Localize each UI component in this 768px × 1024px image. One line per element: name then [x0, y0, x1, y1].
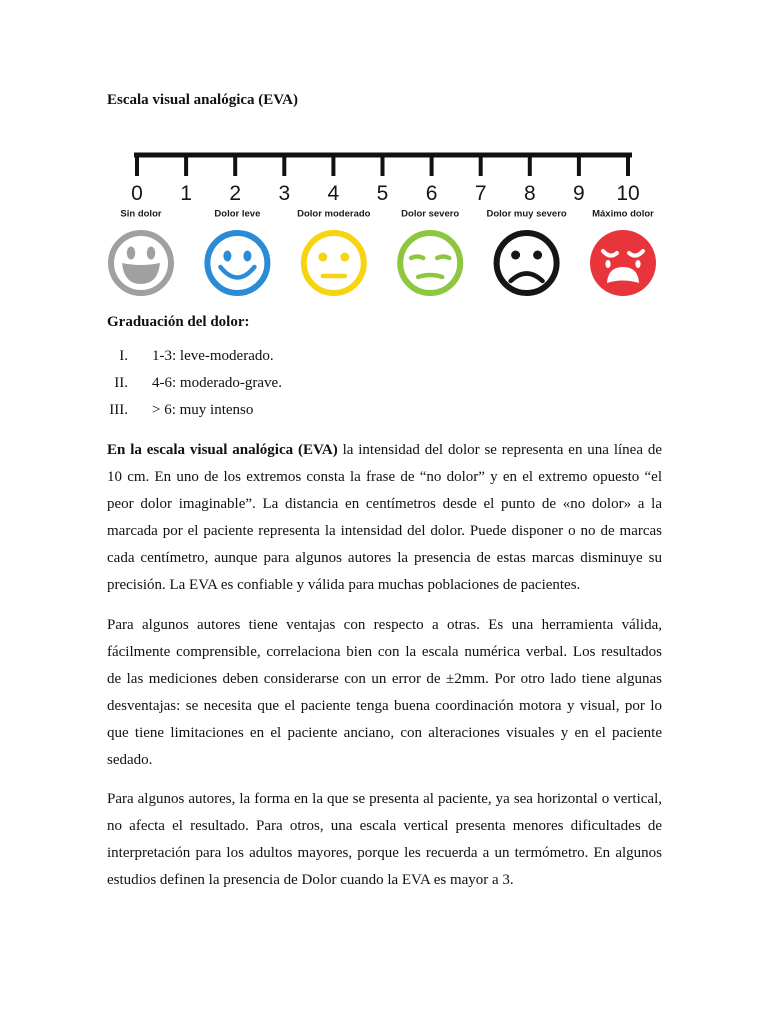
scale-tick	[184, 155, 188, 176]
eva-pain-scale	[0, 140, 768, 305]
scale-tick	[479, 155, 483, 176]
scale-number: 1	[180, 182, 192, 205]
scale-number: 7	[474, 182, 487, 205]
list-item-text: 4-6: moderado-grave.	[152, 375, 282, 391]
face-outline	[304, 233, 364, 293]
face-eye	[147, 247, 155, 260]
face-label: Dolor muy severo	[486, 208, 567, 220]
paragraph-line: de las mediciones deben considerarse con un error de ±2mm. Por otro lado tiene algunas	[107, 671, 662, 687]
face-label: Dolor moderado	[297, 208, 371, 220]
scale-number: 9	[573, 182, 585, 205]
paragraph-line: Para algunos autores, la forma en la que se presenta al paciente, ya sea horizontal o vertical,	[107, 791, 662, 807]
face-eye	[511, 251, 520, 260]
paragraph-line: precisión. La EVA es confiable y válida para muchas poblaciones de pacientes.	[107, 577, 581, 593]
paragraph-line: sedado.	[107, 752, 153, 768]
paragraph-line: estudios definen la presencia de Dolor cuando la EVA es mayor a 3.	[107, 872, 514, 888]
list-item	[0, 370, 768, 397]
face-tear	[635, 260, 640, 268]
scale-number: 6	[425, 182, 438, 205]
face-eye	[318, 253, 327, 262]
face-tear	[605, 260, 610, 268]
grading-list	[0, 343, 768, 424]
paragraph-line: que tiene limitaciones en el paciente anciano, con alteraciones visuales y en el paciente	[107, 725, 662, 741]
face-outline	[590, 230, 656, 296]
scale-tick	[331, 155, 335, 176]
face-outline	[207, 233, 267, 293]
paragraph-line: desventajas: se necesita que el paciente tenga buena coordinación motora y visual, por lo	[107, 698, 662, 714]
list-numeral: II.	[114, 375, 128, 391]
scale-tick	[430, 155, 434, 176]
scale-number: 0	[131, 182, 143, 205]
face-label: Dolor leve	[214, 208, 261, 220]
paragraph-line: interpretación para los adultos mayores, porque les recuerda a un termómetro. En algunos	[107, 845, 662, 861]
grading-heading: Graduación del dolor:	[107, 314, 250, 330]
paragraph-line-text: la intensidad del dolor se representa en una línea de	[342, 442, 662, 458]
smiling-face-icon	[207, 233, 267, 293]
paragraph-advantages	[107, 612, 662, 774]
paragraph-line: Para algunos autores tiene ventajas con respecto a otras. Es una herramienta válida,	[107, 617, 662, 633]
laughing-face-icon	[111, 233, 171, 293]
paragraph-line: 10 cm. En uno de los extremos consta la frase de “no dolor” y en el extremo opuesto “el	[107, 469, 662, 485]
face-label: Dolor severo	[401, 208, 460, 220]
scale-tick	[381, 155, 385, 176]
list-numeral: III.	[109, 402, 128, 418]
face-outline	[497, 233, 557, 293]
list-item	[0, 397, 768, 424]
paragraph-line: peor dolor imaginable”. La distancia en centímetros desde el punto de «no dolor» a la	[107, 496, 662, 512]
paragraph-line: marcada por el paciente representa la intensidad del dolor. Puede disponer o no de marcas	[107, 523, 662, 539]
bold-lead: En la escala visual analógica (EVA)	[107, 442, 338, 458]
paragraph-line: fácilmente comprensible, correlaciona bien con la escala numérica verbal. Los resultados	[107, 644, 662, 660]
paragraph-line: cada centímetro, aunque para algunos autores la presencia de estas marcas disminuye su	[107, 550, 662, 566]
document-title: Escala visual analógica (EVA)	[107, 92, 298, 108]
scale-tick	[233, 155, 237, 176]
list-item-text: > 6: muy intenso	[152, 402, 254, 418]
face-eye	[437, 257, 449, 259]
face-outline	[400, 233, 460, 293]
scale-number: 5	[376, 182, 389, 205]
uneasy-face-icon	[400, 233, 460, 293]
scale-tick	[282, 155, 286, 176]
crying-face-icon	[590, 230, 656, 296]
face-eye	[243, 251, 251, 262]
sad-face-icon	[497, 233, 557, 293]
list-item	[0, 343, 768, 370]
face-mouth	[418, 275, 442, 277]
scale-tick	[528, 155, 532, 176]
scale-tick	[626, 155, 630, 176]
scale-number: 3	[278, 182, 291, 205]
list-item-text: 1-3: leve-moderado.	[152, 348, 274, 364]
scale-number: 4	[327, 182, 340, 205]
paragraph-line: no afecta el resultado. Para otros, una escala vertical presenta menores dificultades de	[107, 818, 662, 834]
face-label: Máximo dolor	[592, 208, 654, 220]
paragraph-intro	[107, 437, 662, 599]
face-eye	[127, 247, 135, 260]
scale-tick	[577, 155, 581, 176]
neutral-face-icon	[304, 233, 364, 293]
paragraph-orientation	[107, 786, 662, 894]
scale-number: 10	[616, 182, 640, 205]
scale-number: 8	[523, 182, 536, 205]
paragraph-line	[107, 437, 662, 464]
face-eye	[411, 257, 423, 259]
face-label: Sin dolor	[120, 208, 162, 220]
face-eye	[223, 251, 231, 262]
face-eye	[340, 253, 349, 262]
scale-number: 2	[229, 182, 242, 205]
face-eye	[533, 251, 542, 260]
scale-tick	[135, 155, 139, 176]
list-numeral: I.	[119, 348, 128, 364]
